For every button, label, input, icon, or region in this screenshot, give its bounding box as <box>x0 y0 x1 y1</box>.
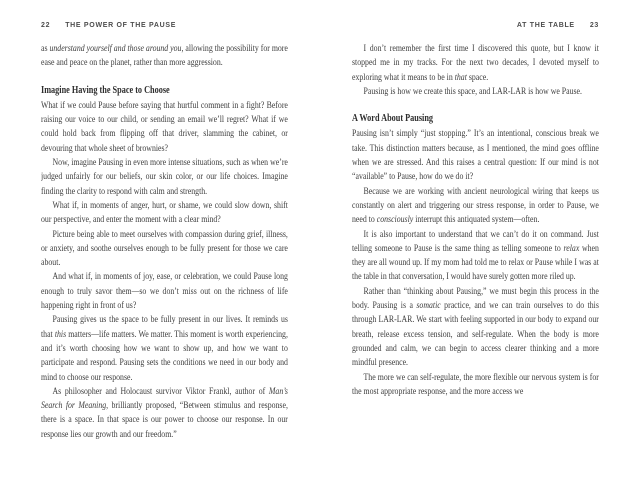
page-number: 22 <box>41 22 51 29</box>
paragraph: The more we can self-regulate, the more flexible our nervous system is for the most appropriate response, and the more access we <box>352 372 599 397</box>
paragraph: Pausing gives us the space to be fully present in our lives. It reminds us that this matters—life matters. We matter. This moment is worth experiencing, and it’s worth choosing how we want to show up, and how we want to participate and respond. Pausing sets the conditions we need in our body and mind to choose our response. <box>41 315 288 383</box>
paragraph: What if we could Pause before saying that hurtful comment in a fight? Before raising our voice to our child, or sending an email we’ll regret? What if we could hold back from flipping off that driver, slamming the cabinet, or devouring that whole sheet of brownies? <box>41 100 288 154</box>
running-header-title: THE POWER OF THE PAUSE <box>65 22 177 29</box>
paragraph: I don’t remember the first time I discovered this quote, but I know it stopped me in my tracks. For the next two decades, I devoted myself to exploring what it means to be in that space. <box>352 44 599 83</box>
section-heading: Imagine Having the Space to Choose <box>41 84 170 96</box>
page-header <box>352 22 599 29</box>
page-right <box>352 22 599 460</box>
paragraph: It is also important to understand that we can’t do it on command. Just telling someone to Pause is the same thing as telling someone to relax when they are all wound up. If my mom had told me to relax or Pause while I was at the table in that conversation, I would have surely gotten more riled up. <box>352 229 599 283</box>
page-number: 23 <box>589 22 599 29</box>
running-header-title: AT THE TABLE <box>516 22 575 29</box>
page-body-left <box>41 42 288 460</box>
paragraph: Now, imagine Pausing in even more intense situations, such as when we’re judged unfairly for our beliefs, our skin color, or our life choices. Imagine finding the clarity to respond with calm and strength. <box>41 158 288 197</box>
paragraph: And what if, in moments of joy, ease, or celebration, we could Pause long enough to truly savor them—so we don’t miss out on the richness of life happening right in front of us? <box>41 272 288 312</box>
page-left <box>41 22 288 460</box>
paragraph: Rather than “thinking about Pausing,” we must begin this process in the body. Pausing is a somatic practice, and we can train ourselves to do this through LAR-LAR. We start with feeling supported in our body to expand our breath, release excess tension, and self-regulate. When the body is more grounded and calm, we can begin to access clearer thinking and a more mindful presence. <box>352 286 599 369</box>
paragraph: As philosopher and Holocaust survivor Viktor Frankl, author of Man’s Search for Meaning, brilliantly proposed, “Between stimulus and response, there is a space. In that space is our power to choose our response. In our response lies our growth and our freedom.” <box>41 386 288 440</box>
paragraph: Because we are working with ancient neurological wiring that keeps us constantly on alert and triggering our stress response, in order to Pause, we need to consciously interrupt this antiquated system—often. <box>352 186 599 226</box>
paragraph: What if, in moments of anger, hurt, or shame, we could slow down, shift our perspective, and enter the moment with a clear mind? <box>41 200 288 226</box>
paragraph: as understand yourself and those around you, allowing the possibility for more ease and peace on the planet, rather than more aggression. <box>41 44 288 69</box>
paragraph: Pausing isn’t simply “just stopping.” It’s an intentional, conscious break we take. This distinction matters because, as I mentioned, the mind goes offline when we are stressed. And this raises a central question: If our mind is not “available” to Pause, how do we do it? <box>352 129 599 183</box>
paragraph: Pausing is how we create this space, and LAR-LAR is how we Pause. <box>363 86 582 97</box>
page-body-right <box>352 42 599 460</box>
paragraph: Picture being able to meet ourselves with compassion during grief, illness, or anxiety, and soothe ourselves enough to be fully present for those we care about. <box>41 229 288 269</box>
page-header <box>41 22 288 29</box>
section-heading: A Word About Pausing <box>352 113 434 125</box>
